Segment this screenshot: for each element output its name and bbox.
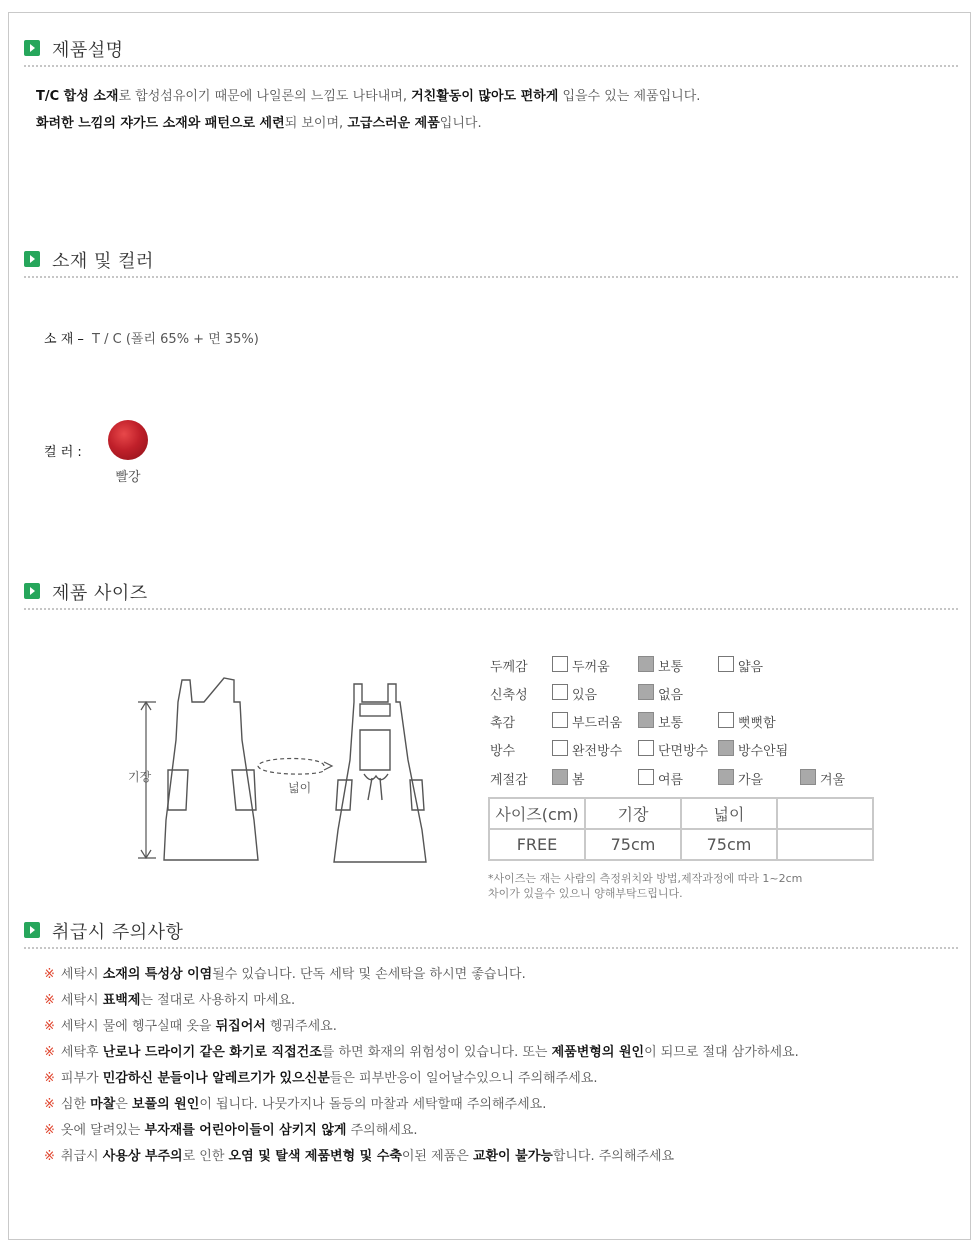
- body-text: 는 절대로 사용하지 마세요.: [140, 993, 296, 1008]
- checked-box-icon: [638, 684, 654, 700]
- size-note-line-2: 차이가 있을수 있으니 양해부탁드립니다.: [488, 887, 683, 900]
- unchecked-box-icon: [552, 656, 568, 672]
- attribute-option-label: 단면방수: [658, 744, 709, 759]
- unchecked-box-icon: [638, 769, 654, 785]
- size-table-row: [489, 829, 873, 860]
- section-title: 취급시 주의사항: [52, 922, 184, 943]
- care-item: [44, 1093, 546, 1112]
- description-line-1: [36, 85, 700, 104]
- reference-mark-icon: ※: [44, 1071, 55, 1086]
- emphasis-text: 마찰: [90, 1097, 116, 1112]
- emphasis-text: 뒤집어서: [215, 1019, 266, 1034]
- body-text: 옷에 달려있는: [60, 1123, 145, 1138]
- dotted-divider: [24, 65, 958, 67]
- attribute-option-label: 가을: [738, 773, 764, 788]
- attribute-name: 계절감: [490, 773, 528, 788]
- attribute-option-label: 부드러움: [572, 716, 623, 731]
- body-text: 로 인한: [182, 1149, 229, 1164]
- size-table-cell: [777, 829, 873, 860]
- section-header-description: [24, 33, 958, 63]
- body-text: 주의해세요.: [346, 1123, 418, 1138]
- apron-back-tie: [364, 774, 388, 780]
- body-text: 를 하면 화재의 위험성이 있습니다. 또는: [321, 1045, 552, 1060]
- attribute-option-label: 봄: [572, 773, 585, 788]
- body-text: 세탁시: [60, 967, 103, 982]
- attribute-option-label: 겨울: [820, 773, 846, 788]
- dotted-divider: [24, 947, 958, 949]
- body-text: 되 보이며,: [284, 116, 348, 131]
- body-text: 세탁시 물에 헹구실때 옷을: [60, 1019, 216, 1034]
- checked-box-icon: [638, 712, 654, 728]
- care-item: [44, 1145, 674, 1164]
- material-value: T / C (폴리 65% + 면 35%): [92, 332, 259, 347]
- size-table-cell: FREE: [489, 829, 585, 860]
- size-table-header: 넓이: [681, 798, 777, 829]
- emphasis-text: 소재의 특성상 이염: [102, 967, 213, 982]
- reference-mark-icon: ※: [44, 993, 55, 1008]
- checked-box-icon: [552, 769, 568, 785]
- emphasis-text: 표백제: [102, 993, 141, 1008]
- dotted-divider: [24, 608, 958, 610]
- color-label: 컬 러 :: [44, 445, 82, 460]
- reference-mark-icon: ※: [44, 1149, 55, 1164]
- care-item: [44, 963, 526, 982]
- body-text: 취급시: [60, 1149, 103, 1164]
- apron-back-strap-tab: [360, 704, 390, 716]
- attribute-option-label: 보통: [658, 716, 684, 731]
- apron-size-diagram: [120, 670, 440, 870]
- body-text: 은: [115, 1097, 132, 1112]
- body-text: 될수 있습니다. 단독 세탁 및 손세탁을 하시면 좋습니다.: [212, 967, 526, 982]
- reference-mark-icon: ※: [44, 967, 55, 982]
- body-text: 세탁시: [60, 993, 103, 1008]
- section-title: 소재 및 컬러: [52, 251, 154, 272]
- emphasis-text: 오염 및 탈색 제품변형 및 수축: [228, 1149, 402, 1164]
- body-text: 입을수 있는 제품입니다.: [558, 89, 701, 104]
- material-label: 소 재 –: [44, 332, 84, 347]
- attribute-option-label: 없음: [658, 688, 684, 703]
- body-text: 이된 제품은: [401, 1149, 473, 1164]
- apron-back-panel: [360, 730, 390, 770]
- care-item: [44, 1015, 337, 1034]
- unchecked-box-icon: [552, 684, 568, 700]
- emphasis-text: 교환이 불가능: [472, 1149, 553, 1164]
- emphasis-text: 난로나 드라이기 같은 화기로 직접건조: [102, 1045, 322, 1060]
- size-table-header: 사이즈(cm): [489, 798, 585, 829]
- emphasis-text: 제품변형의 원인: [551, 1045, 645, 1060]
- apron-back-tie-ends: [368, 778, 382, 800]
- reference-mark-icon: ※: [44, 1097, 55, 1112]
- checked-box-icon: [638, 656, 654, 672]
- section-header-care: [24, 915, 958, 945]
- attribute-name: 두께감: [490, 660, 528, 675]
- body-text: 심한: [60, 1097, 91, 1112]
- attribute-option-label: 뻣뻣함: [738, 716, 776, 731]
- section-title: 제품설명: [52, 40, 124, 61]
- care-item: [44, 1119, 418, 1138]
- reference-mark-icon: ※: [44, 1045, 55, 1060]
- size-table-header: 기장: [585, 798, 681, 829]
- body-text: 피부가: [60, 1071, 103, 1086]
- attribute-option-label: 얇음: [738, 660, 764, 675]
- emphasis-text: 사용상 부주의: [102, 1149, 183, 1164]
- checked-box-icon: [800, 769, 816, 785]
- attribute-option-label: 방수안됨: [738, 744, 789, 759]
- description-line-2: [36, 112, 482, 131]
- care-item: [44, 989, 295, 1008]
- section-title: 제품 사이즈: [52, 583, 148, 604]
- attribute-name: 촉감: [490, 716, 516, 731]
- body-text: 들은 피부반응이 일어날수있으니 주의해주세요.: [329, 1071, 598, 1086]
- size-table-header: [777, 798, 873, 829]
- attribute-option-label: 완전방수: [572, 744, 623, 759]
- size-table: [488, 797, 874, 861]
- width-label: 넓이: [288, 781, 312, 795]
- attribute-name: 방수: [490, 744, 516, 759]
- size-note-line-1: *사이즈는 재는 사람의 측정위치와 방법,제작과정에 따라 1~2cm: [488, 872, 803, 885]
- attribute-option-label: 있음: [572, 688, 598, 703]
- care-item: [44, 1067, 598, 1086]
- reference-mark-icon: ※: [44, 1123, 55, 1138]
- body-text: 이 됩니다. 나뭇가지나 돌등의 마찰과 세탁할때 주의해주세요.: [199, 1097, 547, 1112]
- emphasis-text: 부자재를 어린아이들이 삼키지 않게: [144, 1123, 347, 1138]
- emphasis-text: 고급스러운 제품: [347, 116, 440, 131]
- unchecked-box-icon: [552, 740, 568, 756]
- body-text: 헹궈주세요.: [265, 1019, 337, 1034]
- apron-front-pocket-right: [232, 770, 256, 810]
- length-label: 기장: [128, 770, 152, 784]
- emphasis-text: 보풀의 원인: [131, 1097, 200, 1112]
- arrow-bullet-icon: [24, 251, 40, 267]
- dotted-divider: [24, 276, 958, 278]
- size-table-cell: 75cm: [681, 829, 777, 860]
- size-table-header-row: [489, 798, 873, 829]
- color-swatch-red: [108, 420, 148, 460]
- care-item: [44, 1041, 799, 1060]
- emphasis-text: 민감하신 분들이나 알레르기가 있으신분: [102, 1071, 330, 1086]
- section-header-material-color: [24, 244, 958, 274]
- apron-back-outline: [334, 684, 426, 862]
- apron-front-outline: [164, 678, 258, 860]
- arrow-bullet-icon: [24, 922, 40, 938]
- emphasis-text: T/C 합성 소재: [36, 89, 119, 104]
- material-info: [44, 328, 259, 347]
- section-header-size: [24, 576, 958, 606]
- size-table-cell: 75cm: [585, 829, 681, 860]
- unchecked-box-icon: [552, 712, 568, 728]
- unchecked-box-icon: [638, 740, 654, 756]
- emphasis-text: 거친활동이 많아도 편하게: [411, 89, 559, 104]
- color-swatch-name: 빨강: [115, 470, 141, 485]
- checked-box-icon: [718, 769, 734, 785]
- emphasis-text: 화려한 느낌의 쟈가드 소재와 패턴으로 세련: [36, 116, 285, 131]
- reference-mark-icon: ※: [44, 1019, 55, 1034]
- body-text: 입니다.: [439, 116, 482, 131]
- attribute-option-label: 두꺼움: [572, 660, 610, 675]
- attribute-option-label: 여름: [658, 773, 684, 788]
- arrow-bullet-icon: [24, 583, 40, 599]
- arrow-bullet-icon: [24, 40, 40, 56]
- unchecked-box-icon: [718, 712, 734, 728]
- unchecked-box-icon: [718, 656, 734, 672]
- attribute-name: 신축성: [490, 688, 528, 703]
- body-text: 이 되므로 절대 삼가하세요.: [644, 1045, 799, 1060]
- body-text: 세탁후: [60, 1045, 103, 1060]
- size-note: [488, 871, 802, 901]
- body-text: 합니다. 주의해주세요: [552, 1149, 675, 1164]
- attribute-option-label: 보통: [658, 660, 684, 675]
- body-text: 로 합성섬유이기 때문에 나일론의 느낌도 나타내며,: [118, 89, 412, 104]
- checked-box-icon: [718, 740, 734, 756]
